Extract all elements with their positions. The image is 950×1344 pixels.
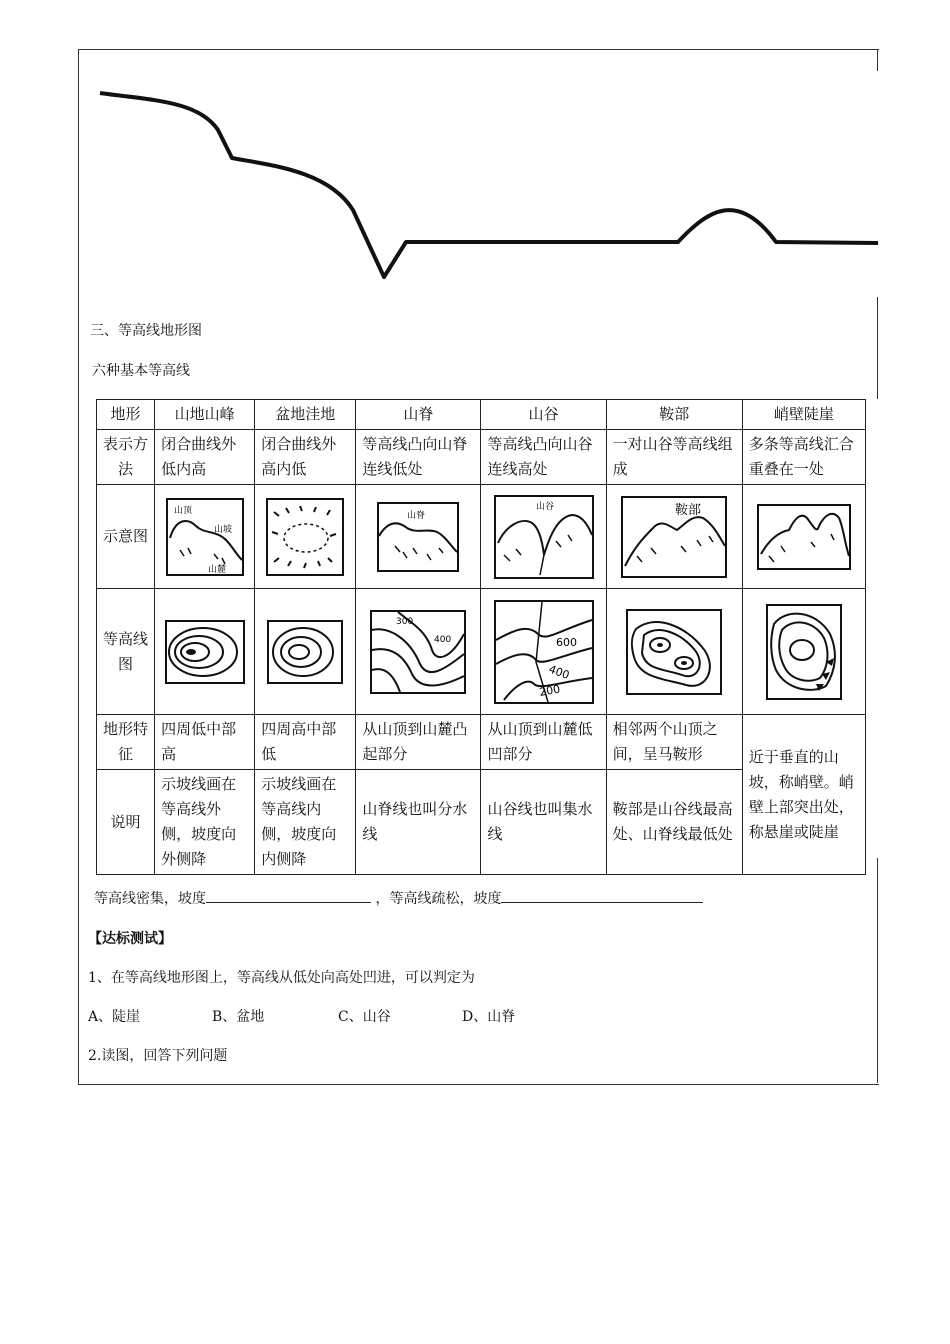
option-a[interactable]: A、陡崖 <box>88 1009 141 1025</box>
table-row-features <box>97 715 866 770</box>
table-cell: 从山顶到山麓低凹部分 <box>481 715 606 770</box>
saddle-sketch <box>621 496 727 578</box>
sketch-cell <box>255 485 356 589</box>
ridge-contour-map <box>370 610 466 694</box>
table-cell: 闭合曲线外低内高 <box>155 430 255 485</box>
table-cell: 四周低中部高 <box>155 715 255 770</box>
cliff-sketch <box>757 504 851 570</box>
sketch-cell <box>606 485 742 589</box>
contour-cell <box>155 589 255 715</box>
peak-contour-map <box>165 620 245 684</box>
table-cell: 四周高中部低 <box>255 715 356 770</box>
table-cell: 一对山谷等高线组成 <box>606 430 742 485</box>
sketch-cell <box>356 485 481 589</box>
table-header-row <box>97 400 866 430</box>
fill-in-sentence <box>94 888 703 908</box>
table-cell: 等高线凸向山脊连线低处 <box>356 430 481 485</box>
table-cell: 示坡线画在等高线内侧，坡度向内侧降 <box>255 770 356 875</box>
answer-blank[interactable] <box>501 888 703 903</box>
table-row-sketches <box>97 485 866 589</box>
basin-sketch <box>266 498 344 576</box>
table-cell: 相邻两个山顶之间，呈马鞍形 <box>606 715 742 770</box>
row-label: 说明 <box>97 770 155 875</box>
test-heading: 【达标测试】 <box>88 931 172 947</box>
table-cell: 等高线凸向山谷连线高处 <box>481 430 606 485</box>
contour-value: 400 <box>546 662 571 682</box>
option-b[interactable]: B、盆地 <box>212 1009 265 1025</box>
contour-cell <box>481 589 606 715</box>
question-2-stem: 2.读图，回答下列问题 <box>88 1048 228 1064</box>
answer-blank[interactable] <box>206 888 371 903</box>
frame-edge <box>877 858 878 1083</box>
header-cell: 山谷 <box>481 400 606 430</box>
table-cell: 闭合曲线外高内低 <box>255 430 356 485</box>
ridge-sketch <box>377 502 459 572</box>
contour-cell <box>356 589 481 715</box>
table-cell: 山谷线也叫集水线 <box>481 770 606 875</box>
contour-cell <box>606 589 742 715</box>
question-1-stem: 1、在等高线地形图上，等高线从低处向高处凹进，可以判定为 <box>88 970 475 986</box>
sketch-label: 山麓 <box>207 564 226 575</box>
header-cell: 盆地洼地 <box>255 400 356 430</box>
table-cell: 示坡线画在等高线外侧，坡度向外侧降 <box>155 770 255 875</box>
basin-contour-map <box>267 620 343 684</box>
terrain-profile-line <box>78 60 878 290</box>
valley-contour-map <box>494 600 594 704</box>
table-row-contours <box>97 589 866 715</box>
table-subtitle: 六种基本等高线 <box>92 363 190 379</box>
header-cell: 山地山峰 <box>155 400 255 430</box>
section-title: 三、等高线地形图 <box>90 323 202 339</box>
saddle-contour-map <box>626 609 722 695</box>
table-cell: 多条等高线汇合重叠在一处 <box>742 430 865 485</box>
frame-edge <box>877 297 878 399</box>
table-cell: 山脊线也叫分水线 <box>356 770 481 875</box>
contour-cell <box>255 589 356 715</box>
sketch-label: 山顶 <box>173 505 192 516</box>
row-label: 表示方法 <box>97 430 155 485</box>
option-d[interactable]: D、山脊 <box>462 1009 516 1025</box>
contour-value: 600 <box>555 635 577 649</box>
table-cell: 从山顶到山麓凸起部分 <box>356 715 481 770</box>
sketch-label: 山脊 <box>407 510 426 521</box>
header-cell: 山脊 <box>356 400 481 430</box>
row-label: 示意图 <box>97 485 155 589</box>
fill-text: ，等高线疏松，坡度 <box>375 891 502 907</box>
header-cell: 峭壁陡崖 <box>742 400 865 430</box>
sketch-cell <box>481 485 606 589</box>
contour-types-table <box>96 399 866 875</box>
contour-cell <box>742 589 865 715</box>
contour-value: 200 <box>537 682 561 699</box>
header-cell: 地形 <box>97 400 155 430</box>
peak-sketch <box>166 498 244 576</box>
row-label: 等高线图 <box>97 589 155 715</box>
sketch-label: 山谷 <box>535 501 554 512</box>
header-cell: 鞍部 <box>606 400 742 430</box>
sketch-cell <box>742 485 865 589</box>
table-cell: 近于垂直的山坡，称峭壁。峭壁上部突出处，称悬崖或陡崖 <box>742 715 865 875</box>
sketch-label: 鞍部 <box>675 502 702 518</box>
table-row-methods <box>97 430 866 485</box>
option-c[interactable]: C、山谷 <box>338 1009 391 1025</box>
contour-value: 400 <box>434 634 452 645</box>
sketch-label: 山坡 <box>213 524 232 535</box>
valley-sketch <box>494 495 594 579</box>
cliff-contour-map <box>766 604 842 700</box>
table-cell: 鞍部是山谷线最高处、山脊线最低处 <box>606 770 742 875</box>
contour-value: 300 <box>396 616 414 627</box>
row-label: 地形特征 <box>97 715 155 770</box>
fill-text: 等高线密集，坡度 <box>94 891 206 907</box>
sketch-cell <box>155 485 255 589</box>
